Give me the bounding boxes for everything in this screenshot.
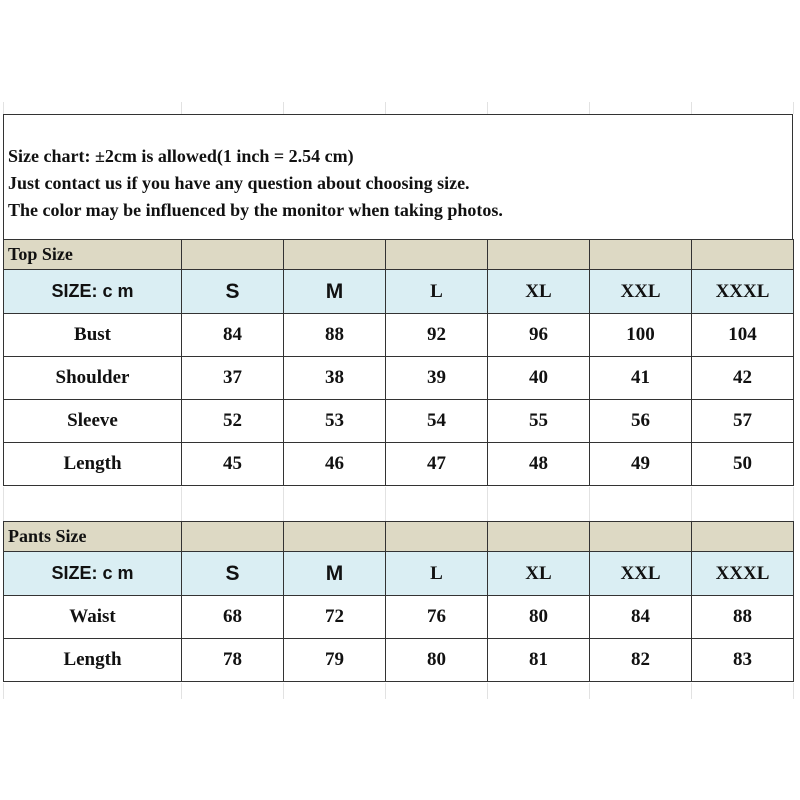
cell: 47 bbox=[386, 443, 488, 486]
size-header-xxl: XXL bbox=[590, 552, 692, 596]
cell: 82 bbox=[590, 639, 692, 682]
cell: 80 bbox=[386, 639, 488, 682]
row-label: Waist bbox=[4, 596, 182, 639]
table-row bbox=[4, 639, 794, 682]
cell: 49 bbox=[590, 443, 692, 486]
note-line-tolerance: Size chart: ±2cm is allowed(1 inch = 2.54 cm) bbox=[8, 146, 354, 166]
cell: 83 bbox=[692, 639, 794, 682]
cell: 53 bbox=[284, 400, 386, 443]
row-label: Shoulder bbox=[4, 357, 182, 400]
size-header-l: L bbox=[386, 552, 488, 596]
cell: 81 bbox=[488, 639, 590, 682]
size-header-l: L bbox=[386, 270, 488, 314]
cell: 79 bbox=[284, 639, 386, 682]
cell: 80 bbox=[488, 596, 590, 639]
cell: 84 bbox=[182, 314, 284, 357]
note-line-contact: Just contact us if you have any question about choosing size. bbox=[8, 173, 470, 193]
cell: 54 bbox=[386, 400, 488, 443]
top-size-title-row bbox=[4, 240, 794, 270]
cell: 37 bbox=[182, 357, 284, 400]
cell: 57 bbox=[692, 400, 794, 443]
cell: 50 bbox=[692, 443, 794, 486]
table-row bbox=[4, 314, 794, 357]
row-label: Length bbox=[4, 443, 182, 486]
cell: 84 bbox=[590, 596, 692, 639]
pants-size-header-row bbox=[4, 552, 794, 596]
cell: 100 bbox=[590, 314, 692, 357]
cell: 52 bbox=[182, 400, 284, 443]
size-unit-label: SIZE: c m bbox=[4, 552, 182, 596]
cell: 45 bbox=[182, 443, 284, 486]
size-header-xxxl: XXXL bbox=[692, 552, 794, 596]
size-header-xl: XL bbox=[488, 270, 590, 314]
cell: 56 bbox=[590, 400, 692, 443]
size-header-m: M bbox=[284, 270, 386, 314]
table-row bbox=[4, 443, 794, 486]
cell: 42 bbox=[692, 357, 794, 400]
cell: 76 bbox=[386, 596, 488, 639]
cell: 55 bbox=[488, 400, 590, 443]
size-header-xxl: XXL bbox=[590, 270, 692, 314]
top-size-table bbox=[3, 239, 794, 486]
top-size-header-row bbox=[4, 270, 794, 314]
row-label: Length bbox=[4, 639, 182, 682]
size-header-s: S bbox=[182, 552, 284, 596]
cell: 78 bbox=[182, 639, 284, 682]
size-header-xxxl: XXXL bbox=[692, 270, 794, 314]
cell: 72 bbox=[284, 596, 386, 639]
size-header-m: M bbox=[284, 552, 386, 596]
cell: 104 bbox=[692, 314, 794, 357]
table-row bbox=[4, 400, 794, 443]
pants-size-title-row bbox=[4, 522, 794, 552]
pants-size-title: Pants Size bbox=[4, 522, 182, 552]
cell: 92 bbox=[386, 314, 488, 357]
cell: 39 bbox=[386, 357, 488, 400]
note-line-color: The color may be influenced by the monitor when taking photos. bbox=[8, 200, 503, 220]
cell: 48 bbox=[488, 443, 590, 486]
table-row bbox=[4, 596, 794, 639]
cell: 38 bbox=[284, 357, 386, 400]
size-notes bbox=[3, 114, 793, 239]
cell: 40 bbox=[488, 357, 590, 400]
table-row bbox=[4, 357, 794, 400]
size-header-s: S bbox=[182, 270, 284, 314]
row-label: Bust bbox=[4, 314, 182, 357]
cell: 88 bbox=[284, 314, 386, 357]
cell: 46 bbox=[284, 443, 386, 486]
pants-size-table bbox=[3, 521, 794, 682]
size-header-xl: XL bbox=[488, 552, 590, 596]
cell: 41 bbox=[590, 357, 692, 400]
cell: 88 bbox=[692, 596, 794, 639]
top-size-title: Top Size bbox=[4, 240, 182, 270]
cell: 96 bbox=[488, 314, 590, 357]
cell: 68 bbox=[182, 596, 284, 639]
size-unit-label: SIZE: c m bbox=[4, 270, 182, 314]
row-label: Sleeve bbox=[4, 400, 182, 443]
